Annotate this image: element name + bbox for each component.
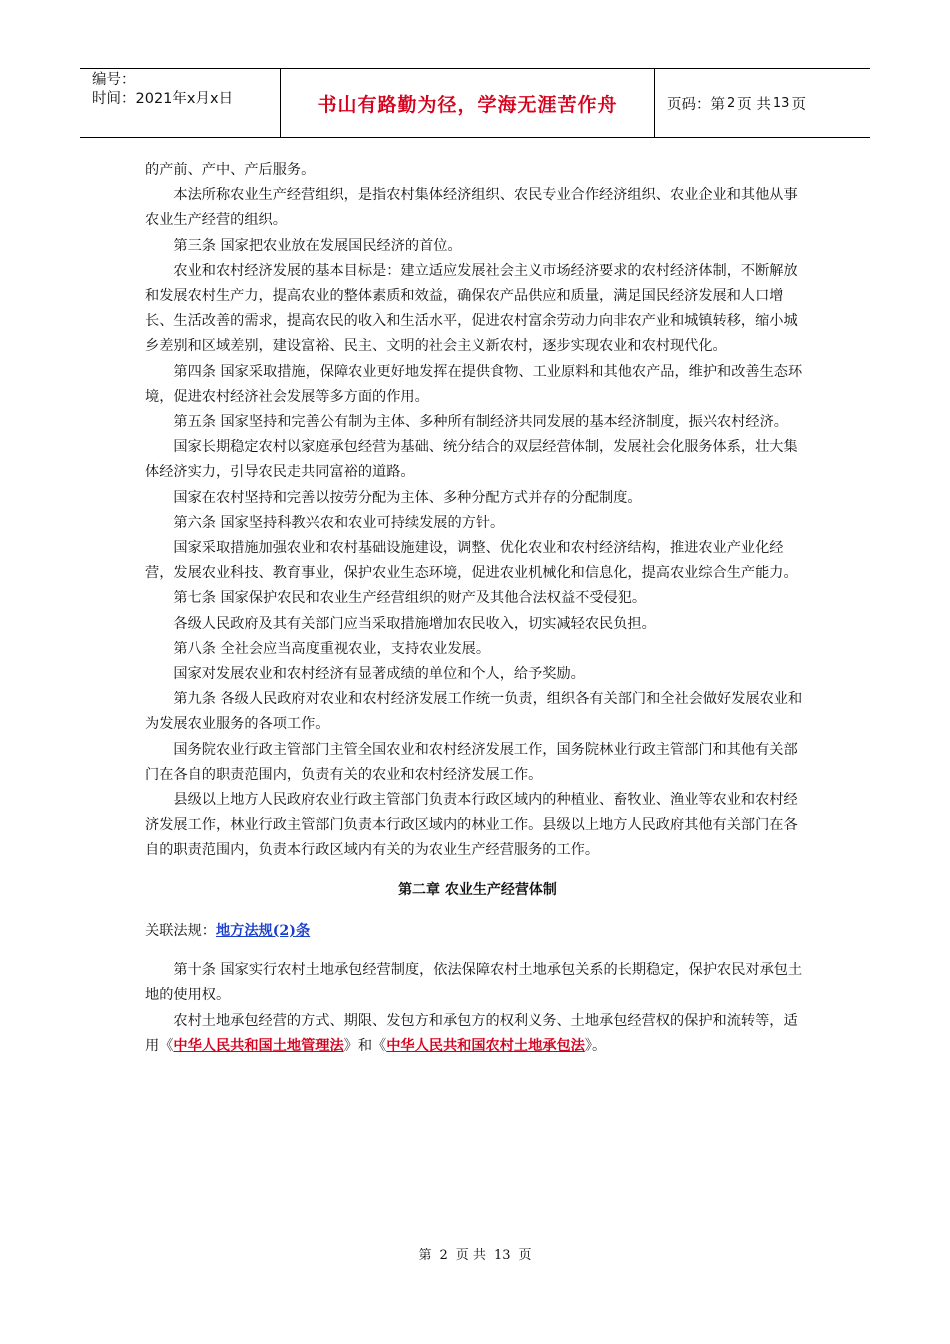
paragraph: 农业和农村经济发展的基本目标是：建立适应发展社会主义市场经济要求的农村经济体制，不断解放和发展农村生产力，提高农业的整体素质和效益，确保农产品供应和质量，满足国民经济发展和人口增长、生活改善的需求，提高农民的收入和生活水平，促进农村富余劳动力向非农产业和城镇转移，缩小城乡差别和区域差别，建设富裕、民主、文明的社会主义新农村，逐步实现农业和农村现代化。 bbox=[145, 262, 798, 355]
paragraph: 第八条 全社会应当高度重视农业，支持农业发展。 bbox=[173, 640, 491, 657]
paragraph: 的产前、产中、产后服务。 bbox=[145, 162, 316, 178]
paragraph: 第五条 国家坚持和完善公有制为主体、多种所有制经济共同发展的基本经济制度，振兴农村经济。 bbox=[173, 414, 788, 431]
footer-prefix: 第 bbox=[418, 1248, 432, 1263]
land-management-law-link[interactable]: 中华人民共和国土地管理法 bbox=[173, 1037, 344, 1054]
paragraph: 国务院农业行政主管部门主管全国农业和农村经济发展工作，国务院林业行政主管部门和其他有关部门在各自的职责范围内，负责有关的农业和农村经济发展工作。 bbox=[145, 741, 798, 783]
paragraph: 第六条 国家坚持科教兴农和农业可持续发展的方针。 bbox=[173, 514, 505, 531]
document-body bbox=[145, 158, 810, 1059]
header-page-info bbox=[655, 69, 870, 137]
text-segment: 》和《 bbox=[343, 1037, 387, 1054]
text-segment: 》。 bbox=[584, 1037, 607, 1054]
rural-land-contract-law-link[interactable]: 中华人民共和国农村土地承包法 bbox=[386, 1037, 585, 1054]
page-total: 13 bbox=[772, 95, 790, 111]
paragraph bbox=[145, 1009, 810, 1059]
header-motto: 书山有路勤为径，学海无涯苦作舟 bbox=[281, 69, 655, 137]
page-middle: 页 共 bbox=[737, 96, 771, 113]
footer-suffix: 页 bbox=[518, 1248, 532, 1263]
page-prefix: 页码：第 bbox=[667, 96, 725, 113]
page-current: 2 bbox=[727, 95, 736, 111]
footer-current: 2 bbox=[439, 1248, 448, 1263]
paragraph: 各级人民政府及其有关部门应当采取措施增加农民收入，切实减轻农民负担。 bbox=[173, 615, 656, 632]
paragraph: 国家采取措施加强农业和农村基础设施建设，调整、优化农业和农村经济结构，推进农业产业化经营，发展农业科技、教育事业，保护农业生态环境，促进农业机械化和信息化，提高农业综合生产能力。 bbox=[145, 540, 798, 582]
paragraph: 国家在农村坚持和完善以按劳分配为主体、多种分配方式并存的分配制度。 bbox=[173, 489, 642, 506]
paragraph: 第九条 各级人民政府对农业和农村经济发展工作统一负责，组织各有关部门和全社会做好发展农业和为发展农业服务的各项工作。 bbox=[145, 691, 803, 733]
related-label: 关联法规： bbox=[145, 922, 216, 939]
related-regulations-link[interactable]: 地方法规(2)条 bbox=[215, 922, 311, 939]
paragraph: 第四条 国家采取措施，保障农业更好地发挥在提供食物、工业原料和其他农产品，维护和改善生态环境，促进农村经济社会发展等多方面的作用。 bbox=[145, 363, 803, 405]
paragraph: 本法所称农业生产经营组织，是指农村集体经济组织、农民专业合作经济组织、农业企业和其他从事农业生产经营的组织。 bbox=[145, 187, 798, 229]
paragraph: 国家长期稳定农村以家庭承包经营为基础、统分结合的双层经营体制，发展社会化服务体系，壮大集体经济实力，引导农民走共同富裕的道路。 bbox=[145, 439, 798, 481]
chapter-title: 第二章 农业生产经营体制 bbox=[398, 881, 557, 898]
paragraph: 第十条 国家实行农村土地承包经营制度，依法保障农村土地承包关系的长期稳定，保护农民对承包土地的使用权。 bbox=[145, 962, 803, 1004]
page-header bbox=[80, 68, 870, 138]
date-label: 时间：2021年x月x日 bbox=[92, 91, 234, 107]
text-segment: 农村土地承包经营的方式、期限、发包方和承包方的权利义务、土地承包经营权的保护和流转等，适用《 bbox=[145, 1012, 798, 1054]
footer-middle: 页 共 bbox=[455, 1248, 486, 1263]
header-meta-cell bbox=[80, 69, 281, 137]
number-label: 编号： bbox=[92, 72, 136, 88]
paragraph: 国家对发展农业和农村经济有显著成绩的单位和个人，给予奖励。 bbox=[173, 666, 585, 683]
page-suffix: 页 bbox=[791, 96, 806, 113]
page-footer bbox=[0, 1244, 950, 1263]
footer-total: 13 bbox=[493, 1248, 511, 1263]
paragraph: 第三条 国家把农业放在发展国民经济的首位。 bbox=[173, 237, 462, 254]
paragraph: 第七条 国家保护农民和农业生产经营组织的财产及其他合法权益不受侵犯。 bbox=[173, 590, 647, 607]
related-regulations bbox=[145, 919, 810, 944]
paragraph: 县级以上地方人民政府农业行政主管部门负责本行政区域内的种植业、畜牧业、渔业等农业和农村经济发展工作，林业行政主管部门负责本行政区域内的林业工作。县级以上地方人民政府其他有关部门在各自的职责范围内，负责本行政区域内有关的为农业生产经营服务的工作。 bbox=[145, 792, 798, 859]
